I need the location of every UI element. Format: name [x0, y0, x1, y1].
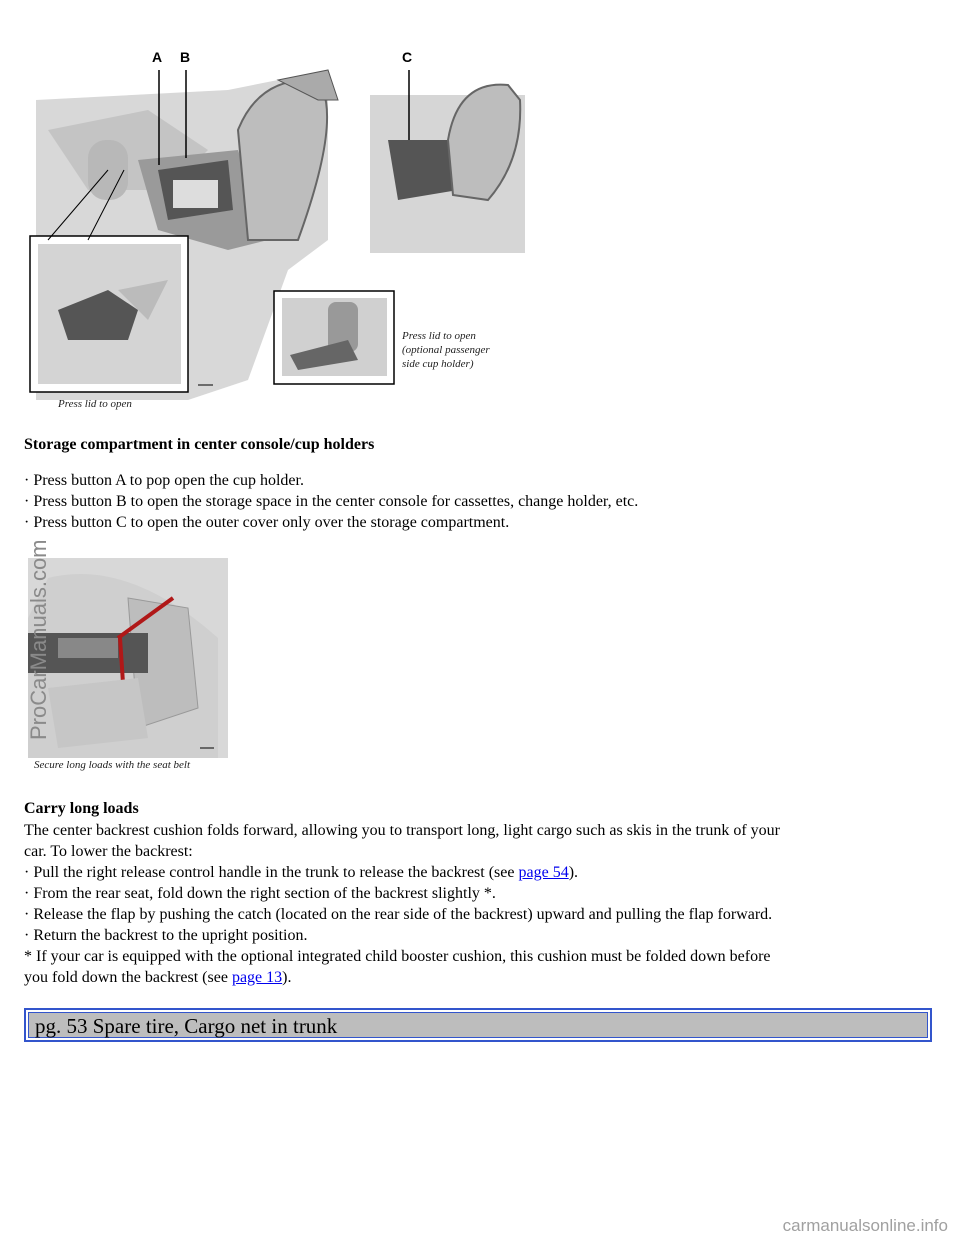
caption-left: Press lid to open [58, 398, 132, 410]
intro-line-2: car. To lower the backrest: [24, 843, 193, 860]
bullet-button-b: · Press button B to open the storage space in the center console for cassettes, change holder, etc. [24, 493, 639, 510]
caption-right-line-2: (optional passenger [402, 344, 490, 356]
seat-drawing [28, 558, 228, 758]
bullet-release-handle [24, 862, 930, 883]
next-page-nav[interactable] [24, 1008, 932, 1042]
caption-right-line-3: side cup holder) [402, 358, 474, 370]
intro-line-1: The center backrest cushion folds forward, allowing you to transport long, light cargo such as skis in the trunk of your [24, 822, 780, 839]
section-title-long-loads: Carry long loads [24, 800, 139, 817]
caption-right [402, 329, 490, 371]
bullet-return-upright: · Return the backrest to the upright position. [24, 927, 308, 944]
bullet-fold-down: · From the rear seat, fold down the right section of the backrest slightly *. [24, 885, 496, 902]
note-line-2-end: ). [282, 969, 292, 986]
bullet-button-a: · Press button A to pop open the cup holder. [24, 472, 304, 489]
watermark-procarmanuals: ProCarManuals.com [26, 539, 51, 740]
storage-instructions [24, 470, 930, 533]
label-a: A [152, 49, 163, 65]
long-loads-illustration [28, 558, 228, 774]
console-illustration [28, 40, 528, 415]
bullet-release-flap: · Release the flap by pushing the catch (located on the rear side of the backrest) upward and pulling the flap forward. [24, 906, 773, 923]
bullet-button-c: · Press button C to open the outer cover only over the storage compartment. [24, 514, 510, 531]
label-c: C [402, 49, 413, 65]
note-line-2 [24, 967, 930, 988]
next-page-label[interactable]: pg. 53 Spare tire, Cargo net in trunk [28, 1012, 928, 1038]
note-line-2-text: you fold down the backrest (see [24, 969, 232, 986]
bullet-release-handle-end: ). [568, 864, 579, 881]
link-page-54[interactable]: page 54 [518, 864, 569, 881]
caption-long-loads: Secure long loads with the seat belt [34, 759, 191, 771]
label-b: B [180, 49, 191, 65]
bullet-release-handle-text: · Pull the right release control handle in the trunk to release the backrest (see [24, 864, 519, 881]
note-line-1: * If your car is equipped with the optional integrated child booster cushion, this cushion must be folded down before [24, 948, 771, 965]
long-loads-instructions [24, 820, 930, 988]
watermark-carmanualsonline: carmanualsonline.info [782, 1216, 948, 1235]
caption-right-line-1: Press lid to open [402, 330, 476, 342]
section-title-storage: Storage compartment in center console/cup holders [24, 436, 375, 453]
link-page-13[interactable]: page 13 [231, 969, 283, 986]
